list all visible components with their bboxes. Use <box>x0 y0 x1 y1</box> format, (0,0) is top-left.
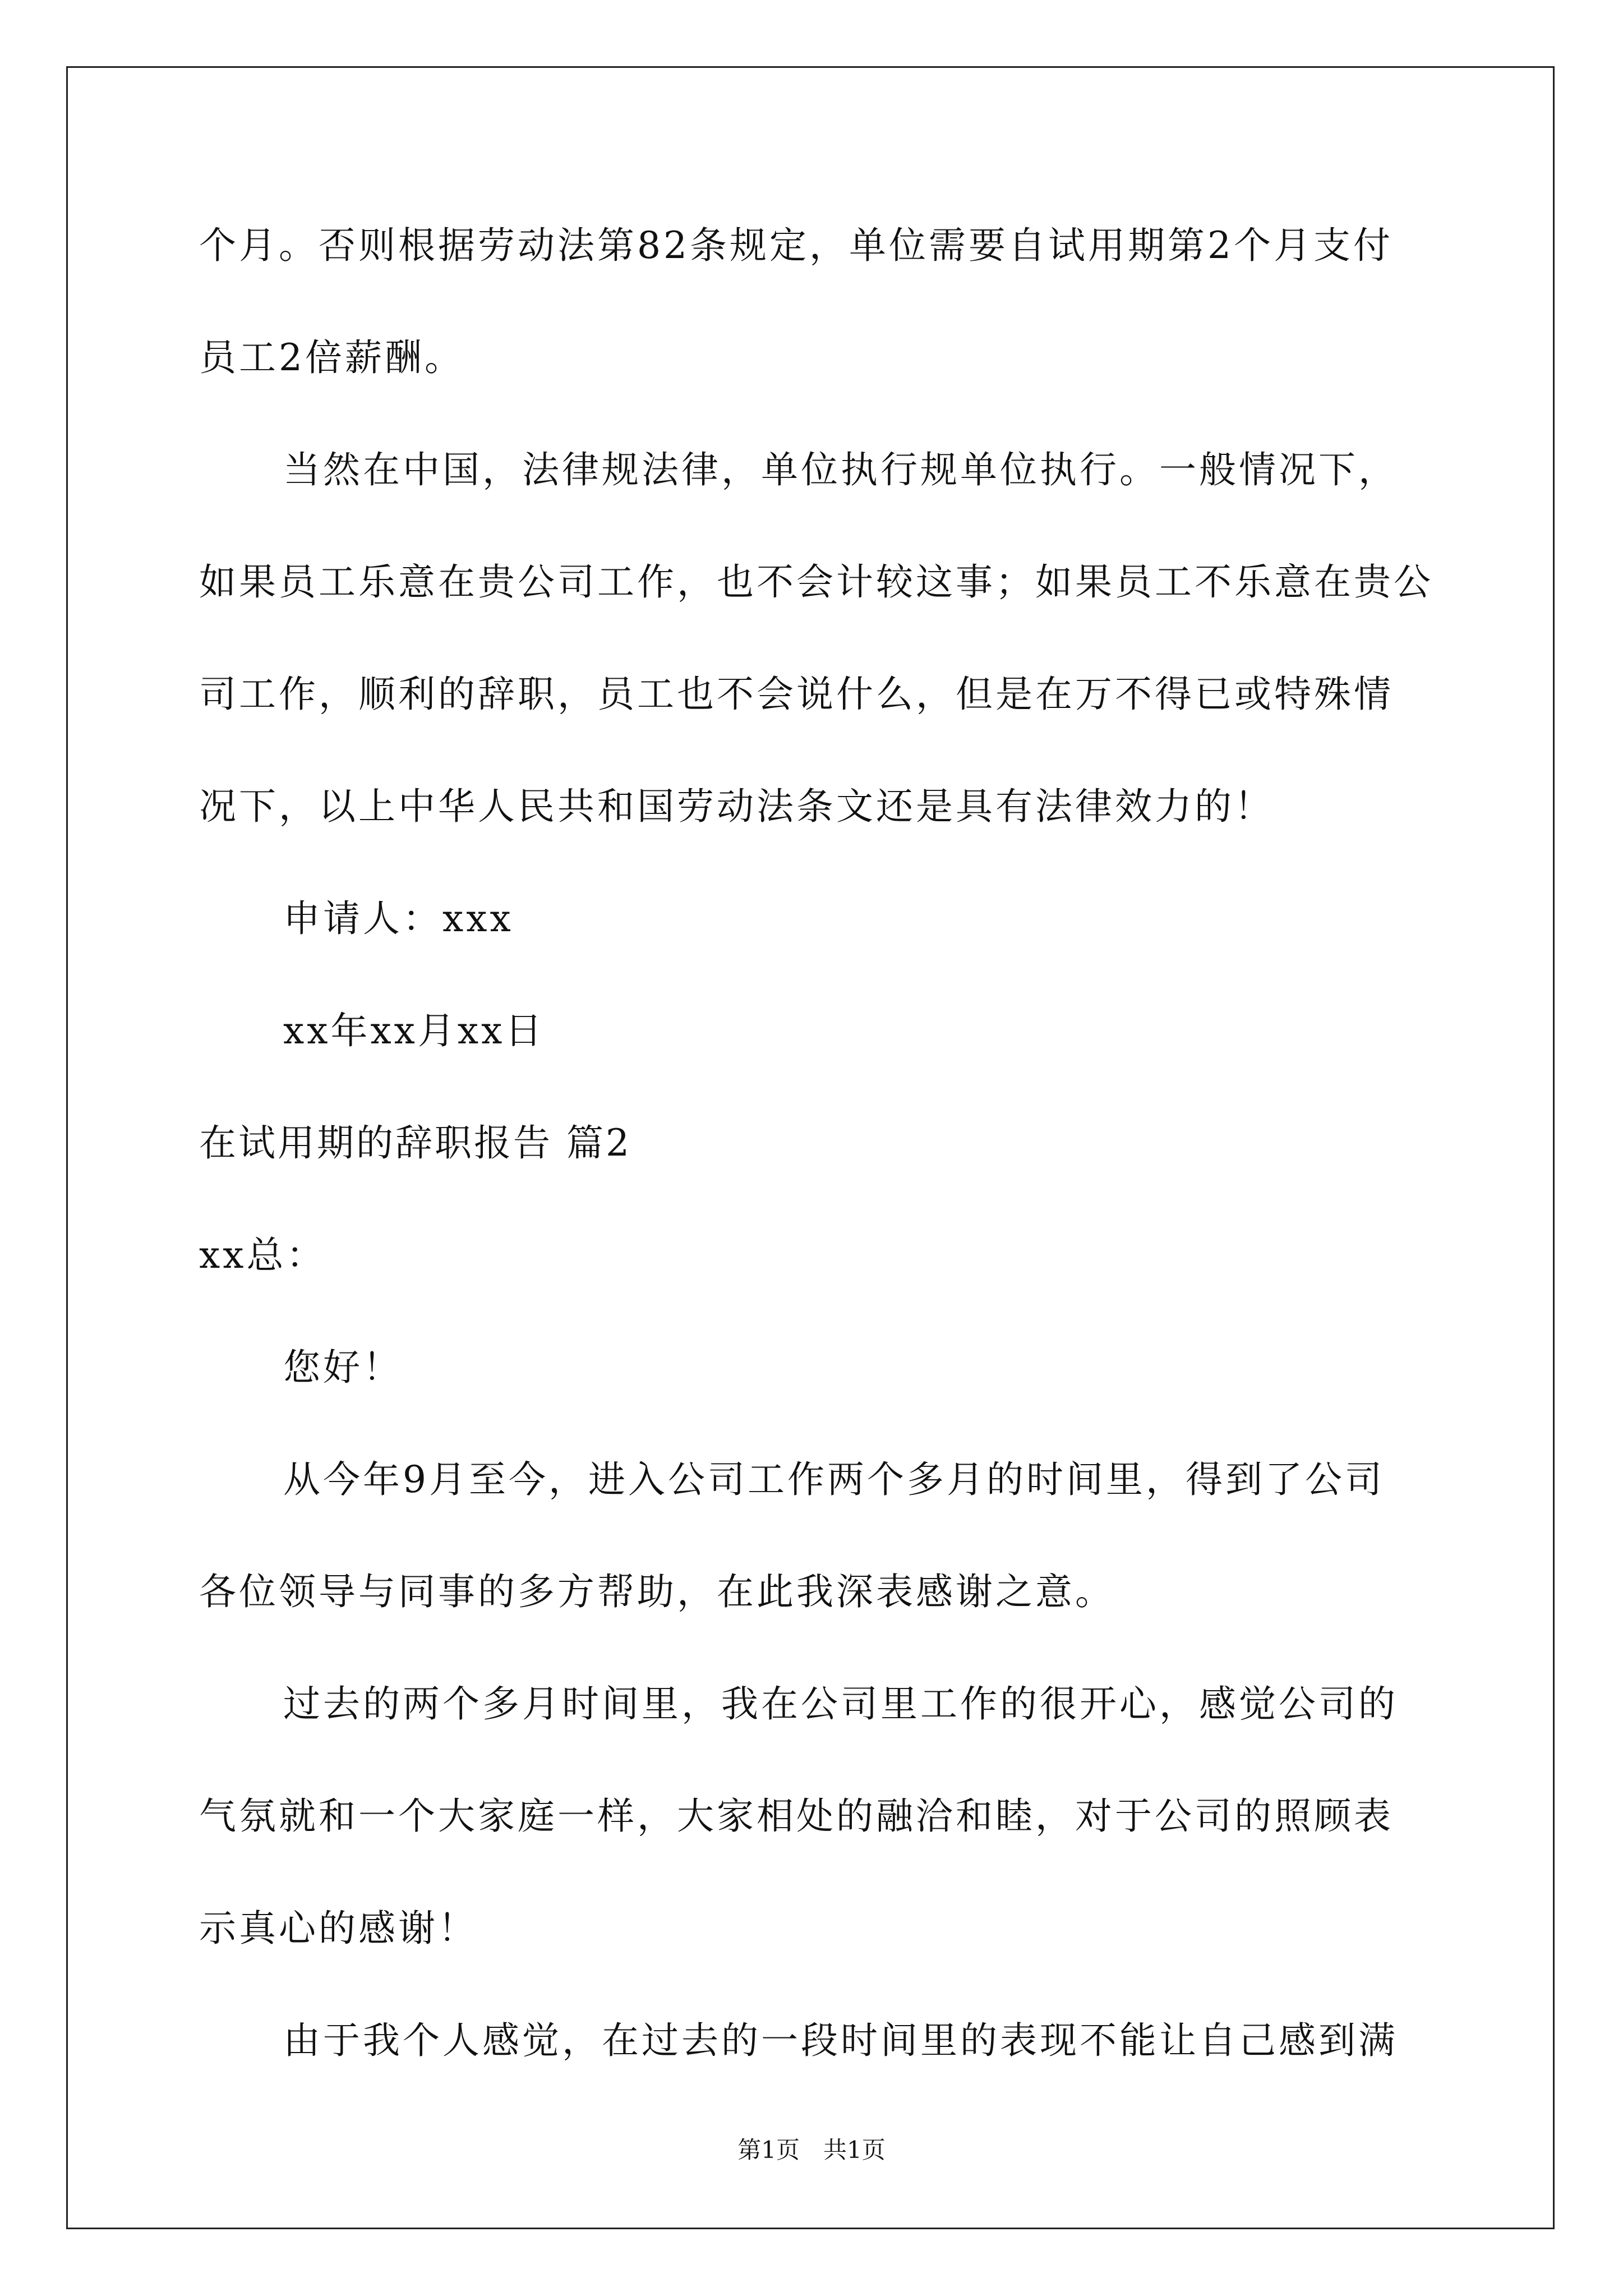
greeting: 您好！ <box>283 1346 403 1389</box>
body-line: 由于我个人感觉，在过去的一段时间里的表现不能让自己感到满 <box>283 2019 1398 2062</box>
body-line: 从今年9月至今，进入公司工作两个多月的时间里，得到了公司 <box>283 1458 1385 1501</box>
section-heading: 在试用期的辞职报告 篇2 <box>199 1121 631 1165</box>
body-line: 当然在中国，法律规法律，单位执行规单位执行。一般情况下， <box>283 448 1398 491</box>
applicant-line: 申请人：xxx <box>283 897 514 940</box>
body-line: 过去的两个多月时间里，我在公司里工作的很开心，感觉公司的 <box>283 1682 1398 1726</box>
body-line: 个月。否则根据劳动法第82条规定，单位需要自试用期第2个月支付 <box>199 224 1393 267</box>
body-line: 示真心的感谢！ <box>199 1907 478 1950</box>
body-line: 气氛就和一个大家庭一样，大家相处的融洽和睦，对于公司的照顾表 <box>199 1795 1394 1838</box>
date-line: xx年xx月xx日 <box>283 1009 545 1052</box>
body-line: 各位领导与同事的多方帮助，在此我深表感谢之意。 <box>199 1570 1115 1613</box>
salutation: xx总： <box>199 1234 326 1277</box>
body-line: 如果员工乐意在贵公司工作，也不会计较这事；如果员工不乐意在贵公 <box>199 560 1433 604</box>
body-line: 况下，以上中华人民共和国劳动法条文还是具有法律效力的！ <box>199 785 1274 828</box>
body-line: 员工2倍薪酬。 <box>199 336 464 379</box>
body-line: 司工作，顺利的辞职，员工也不会说什么，但是在万不得已或特殊情 <box>199 673 1394 716</box>
page-footer: 第1页 共1页 <box>737 2136 886 2164</box>
